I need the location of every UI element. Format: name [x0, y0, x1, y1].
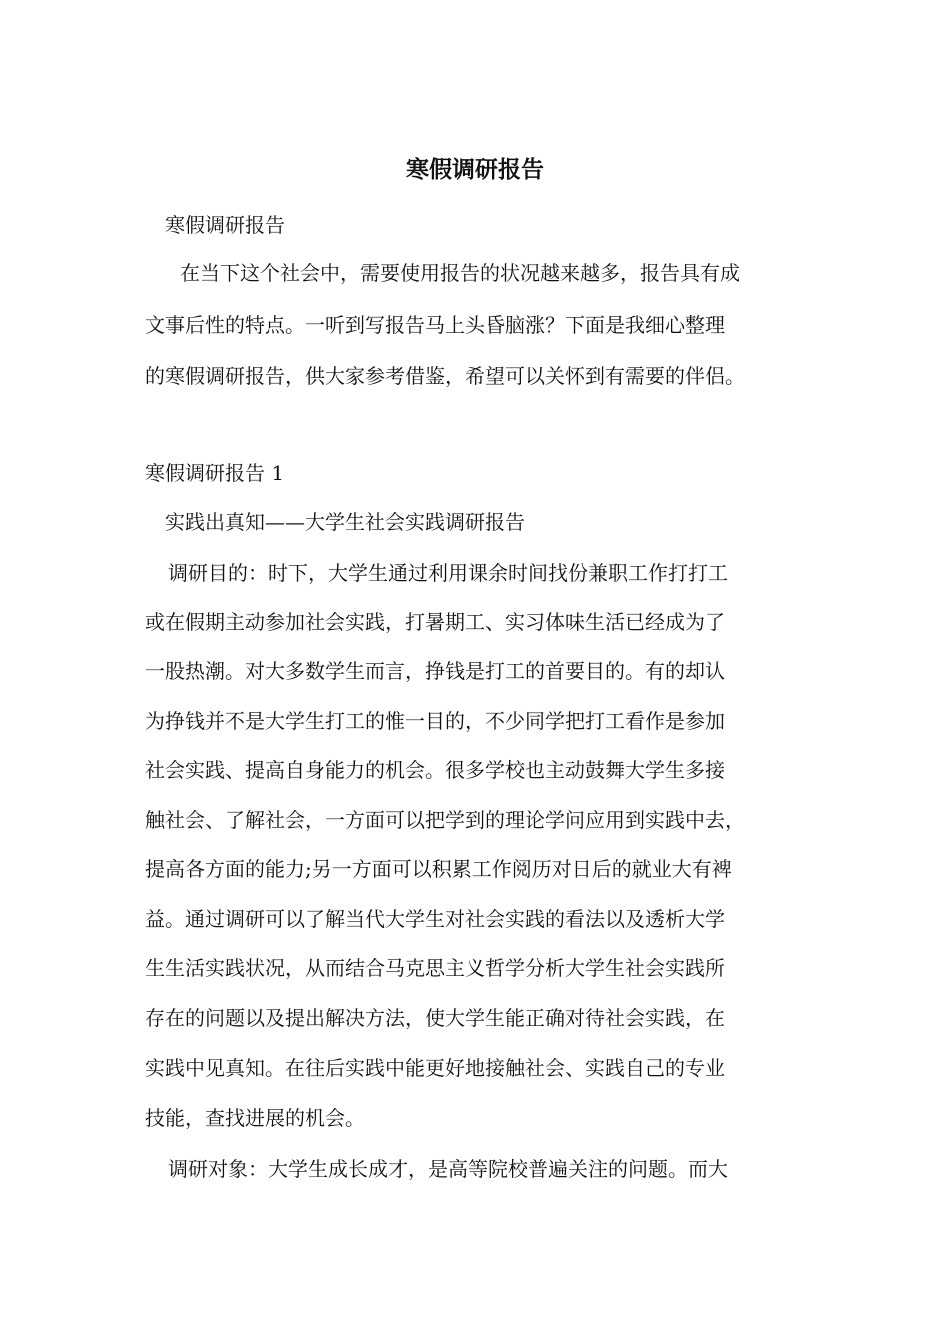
body-line: 存在的问题以及提出解决方法，使大学生能正确对待社会实践，在: [145, 1006, 725, 1030]
body-line: 生生活实践状况，从而结合马克思主义哲学分析大学生社会实践所: [145, 956, 725, 980]
document-title: 寒假调研报告: [406, 156, 544, 183]
intro-line: 文事后性的特点。一听到写报告马上头昏脑涨？下面是我细心整理: [145, 313, 725, 337]
subtitle: 寒假调研报告: [165, 213, 285, 237]
body-line: 实践中见真知。在往后实践中能更好地接触社会、实践自己的专业: [145, 1056, 725, 1080]
body-line: 为挣钱并不是大学生打工的惟一目的，不少同学把打工看作是参加: [145, 709, 725, 733]
body-line: 或在假期主动参加社会实践，打暑期工、实习体味生活已经成为了: [145, 610, 725, 634]
body-line: 技能，查找进展的机会。: [145, 1106, 365, 1130]
intro-line: 在当下这个社会中，需要使用报告的状况越来越多，报告具有成: [180, 261, 740, 285]
intro-line: 的寒假调研报告，供大家参考借鉴，希望可以关怀到有需要的伴侣。: [145, 364, 745, 388]
section-subtitle: 实践出真知——大学生社会实践调研报告: [165, 510, 525, 534]
body-line: 触社会、了解社会，一方面可以把学到的理论学问应用到实践中去，: [145, 808, 745, 832]
body-line: 一股热潮。对大多数学生而言，挣钱是打工的首要目的。有的却认: [145, 659, 725, 683]
body-line: 益。通过调研可以了解当代大学生对社会实践的看法以及透析大学: [145, 907, 725, 931]
section-heading: 寒假调研报告 1: [145, 461, 285, 485]
body-line: 调研目的：时下，大学生通过利用课余时间找份兼职工作打打工: [168, 561, 728, 585]
body-line: 提高各方面的能力;另一方面可以积累工作阅历对日后的就业大有裨: [145, 857, 732, 881]
body-line: 社会实践、提高自身能力的机会。很多学校也主动鼓舞大学生多接: [145, 758, 725, 782]
body-line: 调研对象：大学生成长成才，是高等院校普遍关注的问题。而大: [168, 1157, 728, 1181]
